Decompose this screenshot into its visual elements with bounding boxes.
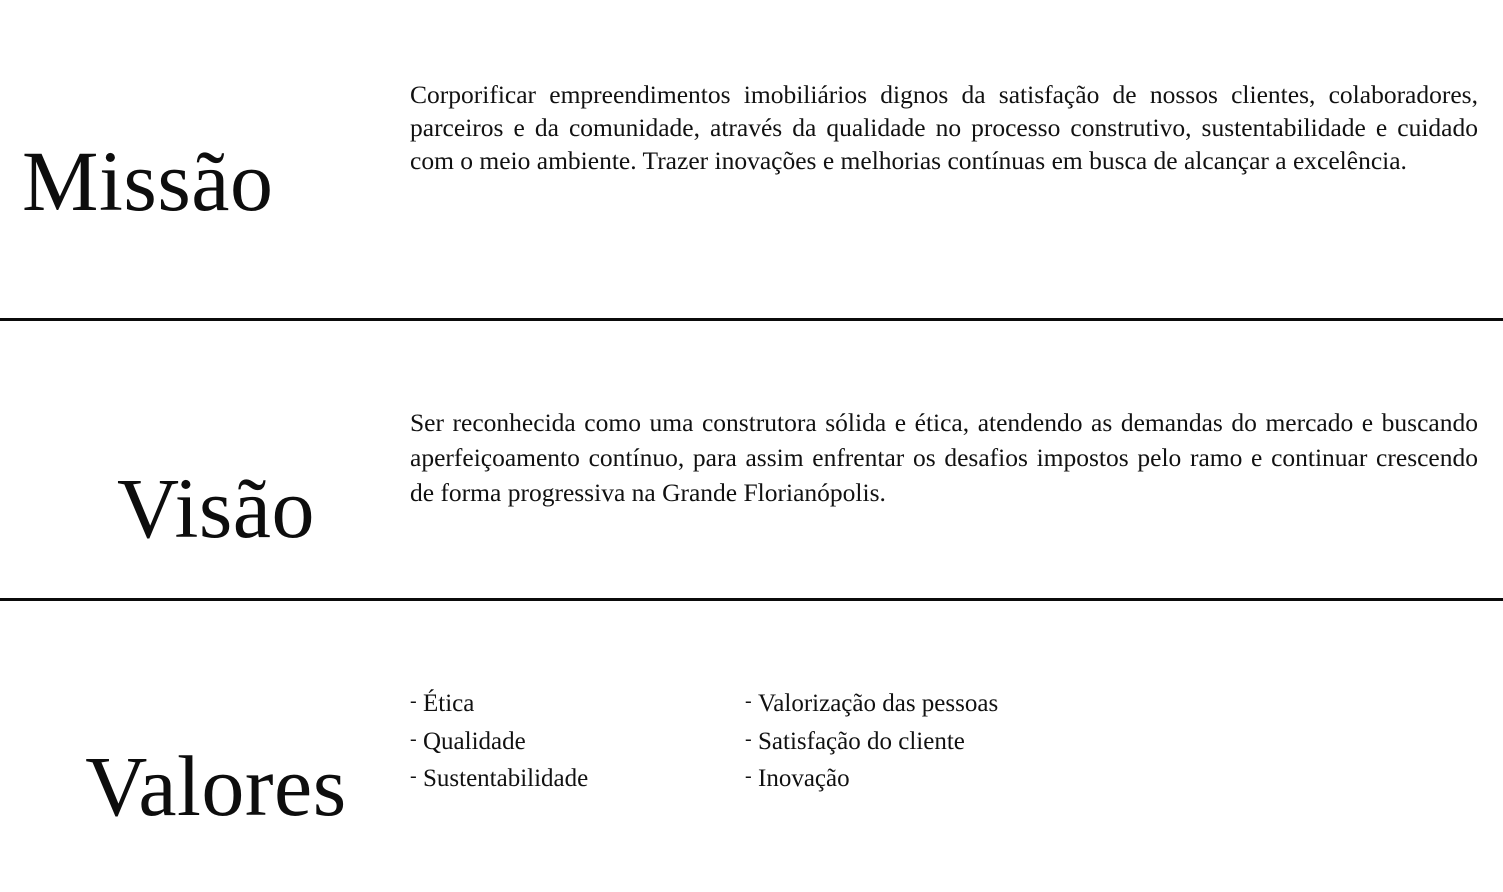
bullet-dash-icon: - [410,765,417,787]
bullet-dash-icon: - [410,690,417,712]
values-list [410,683,1478,798]
value-label: Sustentabilidade [423,765,589,792]
value-label: Qualidade [423,727,526,755]
values-column-1 [410,685,745,798]
bullet-dash-icon: - [745,765,752,787]
page-title-values: Valores [85,737,347,834]
list-item [745,685,1080,723]
vision-body-column [410,405,1503,511]
value-label: Satisfação do cliente [758,727,965,755]
list-item [745,760,1080,798]
list-item [410,723,745,761]
bullet-dash-icon: - [410,727,417,750]
value-label: Ética [423,690,475,717]
value-label: Inovação [758,765,850,792]
values-column-2 [745,685,1080,798]
value-label: Valorização das pessoas [758,690,999,717]
list-item [745,723,1080,761]
mission-paragraph: Corporificar empreendimentos imobiliários dignos da satisfação de nossos clientes, colaboradores, parceiros e da comunidade, através da qualidade no processo construtivo, sustentabilidade e cuidado com o meio ambiente. Trazer inovações e melhorias contínuas em busca de alcançar a excelência. [410,80,1478,176]
vision-heading-column [0,405,410,611]
page-title-vision: Visão [117,459,315,556]
vision-paragraph: Ser reconhecida como uma construtora sólida e ética, atendendo as demandas do mercado e buscando aperfeiçoamento contínuo, para assim enfrentar os desafios impostos pelo ramo e continuar crescendo de forma progressiva na Grande Florianópolis. [410,408,1478,508]
bullet-dash-icon: - [745,690,752,712]
mission-body-column [410,78,1503,177]
section-values [0,601,1503,892]
mission-heading-column [0,78,410,284]
section-mission [0,0,1503,318]
list-item [410,760,745,798]
page-title-mission: Missão [22,132,274,229]
section-vision [0,321,1503,598]
values-body-column [410,683,1503,798]
values-heading-column [0,683,410,889]
list-item [410,685,745,723]
bullet-dash-icon: - [745,727,752,750]
